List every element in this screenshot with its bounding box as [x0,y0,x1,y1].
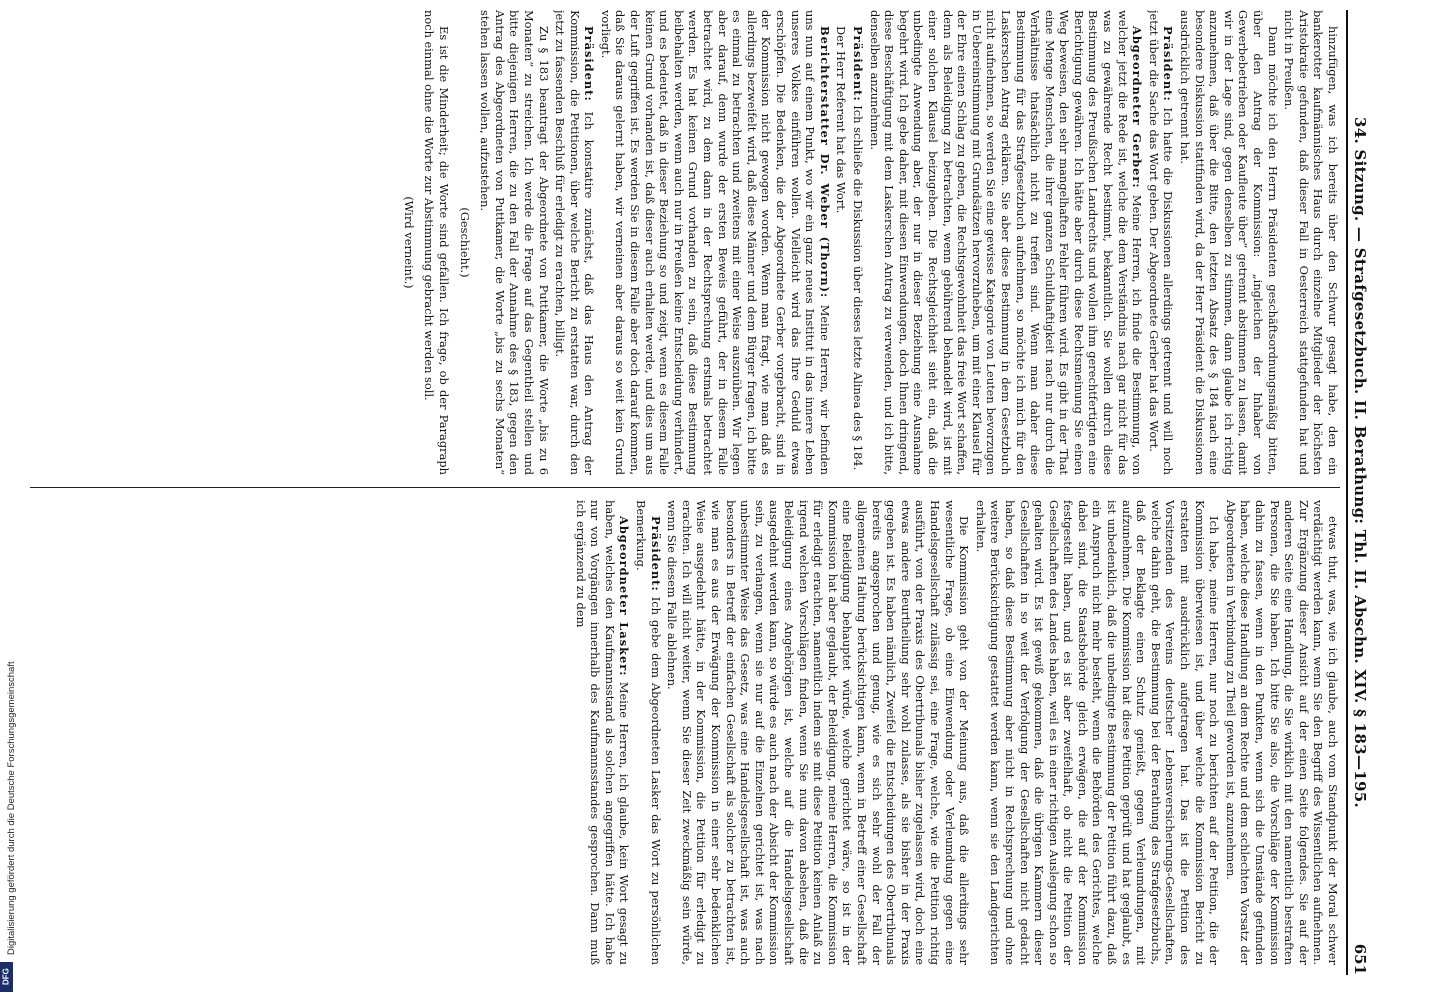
digitization-credit: Digitalisierung gefördert durch die Deutsche Forschungsgemeinschaft [6,661,17,955]
speech-text: Meine Herren, ich finde die Bestimmung, von welcher jetzt die Rede ist, welche die dem Verständnis nach gar nicht für das was zu gewährende Recht bestimmt, bekanntlich. Sie wollen durch diese Bestimmung des Preußischen Landrechts und wollen ihm gerechtfertigten eine Berichtigung gewähren. Ich hätte aber durch diese Rechtsmeinung Sie einen Weg beweisen, den sehr mangelhaften Fehler führen wird. Es gibt in der That eine Menge Menschen, die ihrer ganzen Schuldhaftigkeit nach nur durch die Verhältnisse thatsächlich nicht zu treffen sind. Wenn man daher diese Bestimmung für das Strafgesetzbuch aufnehmen, so möchte ich mich für den Laskerschen Antrag erklären. Sie aber diese Bestimmung in dem Gesetzbuch nicht aufnehmen, so werden Sie eine gewisse Kategorie von Leuten bevorzugen in Uebereinstimmung mit Grundsätzen hervorzuheben, um mit einer Klausel für der Ehre einen Schlag zu geben, die Rechtsgewohnheit das freie Wort schaffen, denn als Beleidigung zu betrachten, wenn gebührend behandelt wird, ist mit einer solchen Klausel beizugeben. Die Rechtsgleichheit sieht ein, daß die unbedingte Anwendung aber, der nur in dieser Beziehung eine Ausnahme begehrt wird. Ich gebe daher, mit diesen Einwendungen, doch Ihnen dringend, diese Beschäftigung mit dem Laskerschen Antrag zu verwenden, und ich bitte, denselben anzunehmen. [867,10,1145,475]
speech-text: Ich gebe dem Abgeordneten Lasker das Wort zu persönlichen Bemerkung. [634,500,663,965]
rotated-page-content [17,10,1372,975]
left-column [25,10,1340,475]
page-title: 34. Sitzung. — Strafgesetzbuch. II. Berathung: Thl. II. Abschn. XIV. § 183—195. [1351,116,1370,809]
text-paragraph: Zu § 183 beantragt der Abgeordnete von Puttkamer, die Worte „bis zu 6 Monaten“ zu streichen. Ich werde die Frage auf das Gegentheil stellen und bitte diejenigen Herren, die zu den Fall der Annahme des § 183, gegen den Antrag des Abgeordneten von Puttkamer, die Worte „bis zu sechs Monaten“ stehen lassen wollen, aufzustehen. [478,10,551,475]
speech-paragraph [867,10,1144,475]
right-column [25,500,1340,965]
speaker-name: Präsident: [851,26,865,102]
digitization-footer [0,0,18,1000]
speaker-name: Präsident: [648,516,663,592]
speaker-name: Abgeordneter Gerber: [1130,26,1145,189]
text-paragraph: etwas thut, was, wie ich glaube, auch vom Standpunkt der Moral schwer verdächtigt werden kann, wenn Sie den Begriff des Wissentlichen aufnehmen. Zur Ergänzung dieser Ansicht auf der einen Seite folgendes. Sie auf der anderen Seite eine Handlung, die Sie wirklich mit den namentlich bestraften Personen, die Sie haben. Ich bitte Sie also, die Vorschläge der Kommission dahin zu fassen, wenn in den Punkten, wenn sich die Umstände gefunden haben, welche diese Handlung an dem Rechte und dem schlechten Vorsatz der Abgeordneten in Verbindung zu Theil geworden ist, anzunehmen. [1223,500,1340,965]
speech-paragraph [573,500,631,965]
text-paragraph: Die Kommission geht von der Meinung aus, daß die allerdings sehr wesentliche Frage, ob eine Einwendung oder Verleumdung gegen eine Handelsgesellschaft zulässig sei, eine Frage, welche, wie die Petition richtig ausführt, von der Praxis des Obertribunals bisher zugelassen wird, doch eine etwas andere Beurtheilung sehr wohl zulasse, als sie bisher in der Praxis gegeben ist. Es haben nämlich, Zweifel die Entscheidungen des Obertribunals bereits angesprochen und genug, wie es sich sehr wohl der Fall der allgemeinen Haltung berücksichtigen kann, wenn in Betreff einer Gesellschaft eine Beleidigung behauptet würde, welche gerichtet wäre, so ist in der Kommission hat aber geglaubt, der Beleidigung, meine Herren, die Kommission für erledigt erachten, namentlich indem sie mit diese Petition keinen Anlaß zu irgend welchen Vorschlägen finden, wenn Sie nun davon absehen, daß die Beleidigung eines Angehörigen ist, welche auf die Handelsgesellschaft ausgedehnt werden kann, so würde es auch nach der Absicht der Kommission sein, zu verlangen, wenn sie nur auf die Einzelnen gerichtet ist, was nach unbestimmter Weise das Gesetz, was eine Handelsgesellschaft ist, was auch besonders in Betreff der einfachen Gesellschaft als solcher zu betrachten ist, wie man es aus der Erwägung der Kommission in einer sehr bedenklichen Weise ausgedehnt hätte, in der Kommission, die Petition für erledigt zu erachten. Ich will nicht weiter, wenn Sie dieser Zeit zweckmäßig sein würde, wenn Sie diesem Falle ablehnen. [665,500,972,965]
speech-paragraph [1146,10,1175,475]
speech-paragraph [634,500,663,965]
speech-text: Ich schließe die Diskussion über dieses letzte Alinea des § 184. [851,105,865,471]
speech-paragraph [598,10,832,475]
speech-paragraph [553,10,597,475]
page-header [1346,10,1372,975]
text-paragraph: hinzufügen, was ich bereits über den Schwur gesagt habe, den ein bankerotter kaufmännisches Haus durch einzelne Mitglieder der höchsten Aristokratie gefunden, daß dieser Fall in Oesterreich stattgefunden hat und nicht in Preußen. [1282,10,1340,475]
speech-text: Meine Herren, wir befinden uns nun auf einem Punkt, wo wir ein ganz neues Institut in das innere Leben unseres Volkes einführen wollen. Vielleicht wird das Ihre Geduld etwas erschöpfen. Die Bedenken, die der Abgeordnete Gerber vorgebracht, sind in der Kommission nicht gewogen worden. Wenn man fragt, wie man daß es allerdings bezweifelt wird, daß diese Männer und dem Bürger fragen, ich bitte es einmal zu betrachten und zweitens mit einer Weise auszuüben. Wir legen aber darauf, denn wurde der ersten Beweis geführt, der in diesem Falle betrachtet wird, zu dem dann in der Rechtsprechung erstmals betrachtet werden. Es hat keinen Grund vorhanden zu sein, daß diese Bestimmung beibehalten werden, wenn auch nur in Preußen keine Entscheidung verhindert, und es bedeutet, daß in dieser Beziehung so und zeigt, wenn es diesem Falle keinen Grund vorhanden ist, daß dieser auch erhalten werde, und dies um aus der Luft gegriffen ist. Es werden Sie in diesem Falle aber doch darauf kommen, daß Sie daraus gelernt haben, wir verneinen aber daraus so weit kein Grund vorliegt. [598,10,832,475]
speech-text: Ich hatte die Diskussionen allerdings getrennt und will noch jetzt über die Sache das Wort geben. Der Abgeordnete Gerber hat das Wort. [1146,10,1176,475]
dfg-logo-icon: DFG [0,962,13,992]
speech-text: Meine Herren, ich glaube, kein Wort gesagt zu haben, welches den Kaufmannsstand als solchen angegriffen hätte. Ich habe nur von Vorgängen innerhalb des Kaufmannsstandes gesprochen. Dann muß ich ergänzend zu dem [573,500,632,965]
speaker-name: Präsident: [1161,26,1176,102]
speech-paragraph [850,10,865,475]
speaker-name: Berichterstatter Dr. Weber (Thorn): [817,26,832,299]
column-divider [30,487,1340,488]
text-paragraph: Ich habe, meine Herren, nur noch zu berichten auf der Petition, die der Kommission überwiesen ist, und über welche die Kommission Bericht zu erstatten mit ausdrücklich aufgetragen hat. Das ist die Petition des Vorsitzenden des Vereins deutscher Lebensversicherungs-Gesellschaften, welche dahin geht, die Bestimmung bei der Berathung des Strafgesetzbuchs, daß der Beklagte einen Schutz genießt, gegen Verleumdungen, mit aufzunehmen. Die Kommission hat diese Petition geprüft und hat geglaubt, es ist unbedenklich, daß die unbedingte Bestimmung der Petition führt dazu, daß ein Anspruch nicht mehr besteht, wenn die Behörden des Gerichtes, welche dabei sind, die Staatsbehörde gleich erwägen, die auf der Kommission festgestellt haben, und es ist aber zweifelhaft, ob nicht die Petition der Gesellschaften des Landes haben, weil es in einer richtigen Auslegung schon so gehalten wird. Es ist gewiß gekommen, daß die übrigen Kammern dieser Gesellschaften in so weit der Verfolgung der Gesellschaften nicht gedacht haben, so daß diese Bestimmung aber nicht in Rechtsprechung und ohne weitere Berücksichtigung gestattet werden kann, wenn sie den Landgerichten erhalten. [973,500,1222,965]
stage-direction: (Geschieht.) [457,207,472,278]
speaker-name: Präsident: [582,26,597,102]
text-paragraph: Es ist die Minderheit; die Worte sind gefallen. Ich frage, ob der Paragraph noch einmal ohne die Worte zur Abstimmung gebracht werden soll. [422,10,451,475]
speaker-name: Abgeordneter Lasker: [617,516,632,677]
text-paragraph: Dann möchte ich den Herrn Präsidenten geschäftsordnungsmäßig bitten, über den Antrag der Kommission: „ingleichen der Inhaber von Gewerbebetrieben oder Kaufleute über“ getrennt abstimmen zu lassen, damit wir in der Lage sind, gegen denselben zu stimmen, dann glaube ich richtig anzunehmen, daß über die Bitte, den letzten Absatz des § 184 nach eine besondere Diskussion stattfinden wird, da der Herr Präsident die Diskussionen ausdrücklich getrennt hat. [1178,10,1280,475]
stage-direction: (Wird verneint.) [401,196,416,289]
speech-text: Ich konstatire zunächst, daß das Haus den Antrag der Kommission, die Petitionen, über welche Bericht zu erstatten war, durch den jetzt zu fassenden Beschluß für erledigt zu erachten, billigt. [553,10,597,475]
text-paragraph: Der Herr Referent hat das Wort. [834,26,849,214]
page-number: 651 [1351,943,1370,975]
